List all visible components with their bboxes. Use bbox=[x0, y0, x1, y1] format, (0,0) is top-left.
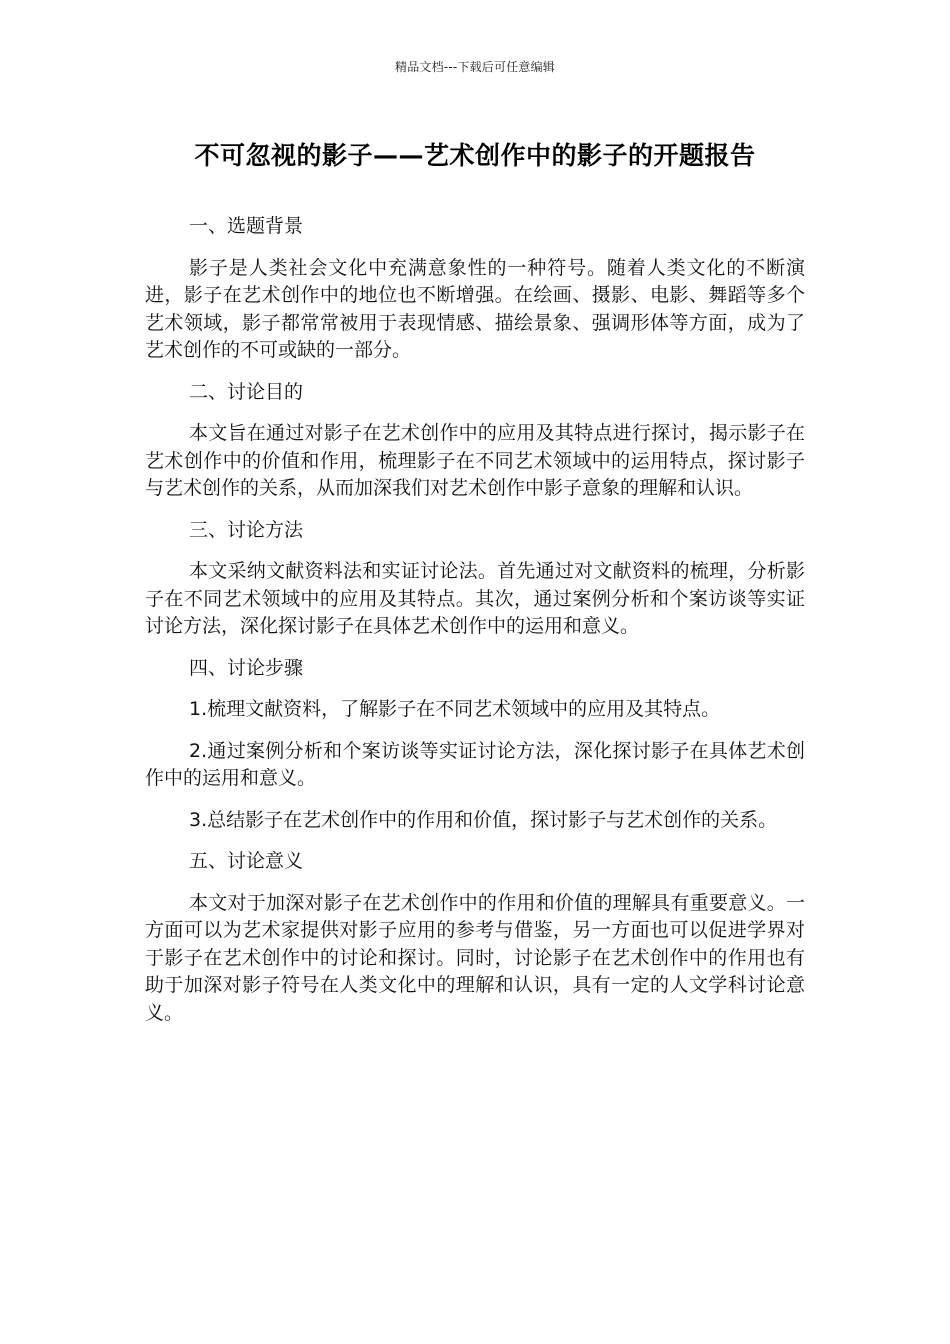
section-heading-purpose: 二、讨论目的 bbox=[189, 380, 304, 403]
document-title: 不可忽视的影子——艺术创作中的影子的开题报告 bbox=[194, 141, 756, 170]
step-item-1: 1.梳理文献资料，了解影子在不同艺术领域中的应用及其特点。 bbox=[189, 698, 721, 720]
section-heading-significance: 五、讨论意义 bbox=[189, 850, 304, 872]
document-body bbox=[145, 213, 805, 1041]
section-heading-steps: 四、讨论步骤 bbox=[189, 656, 304, 679]
step-item-2: 2.通过案例分析和个案访谈等实证讨论方法，深化探讨影子在具体艺术创作中的运用和意义。 bbox=[145, 739, 805, 789]
paragraph-method: 本文采纳文献资料法和实证讨论法。首先通过对文献资料的梳理，分析影子在不同艺术领域中的应用及其特点。其次，通过案例分析和个案访谈等实证讨论方法，深化探讨影子在具体艺术创作中的运用和意义。 bbox=[145, 560, 805, 637]
paragraph-significance: 本文对于加深对影子在艺术创作中的作用和价值的理解具有重要意义。一方面可以为艺术家提供对影子应用的参考与借鉴，另一方面也可以促进学界对于影子在艺术创作中的讨论和探讨。同时，讨论影子在艺术创作中的作用也有助于加深对影子符号在人类文化中的理解和认识，具有一定的人文学科讨论意义。 bbox=[145, 891, 805, 1024]
page-header: 精品文档---下载后可任意编辑 bbox=[395, 60, 555, 74]
paragraph-background: 影子是人类社会文化中充满意象性的一种符号。随着人类文化的不断演进，影子在艺术创作中的地位也不断增强。在绘画、摄影、电影、舞蹈等多个艺术领域，影子都常常被用于表现情感、描绘景象、强调形体等方面，成为了艺术创作的不可或缺的一部分。 bbox=[145, 256, 805, 361]
section-heading-method: 三、讨论方法 bbox=[189, 518, 304, 541]
section-heading-background: 一、选题背景 bbox=[189, 215, 304, 237]
step-item-3: 3.总结影子在艺术创作中的作用和价值，探讨影子与艺术创作的关系。 bbox=[189, 808, 778, 831]
paragraph-purpose: 本文旨在通过对影子在艺术创作中的应用及其特点进行探讨，揭示影子在艺术创作中的价值和作用，梳理影子在不同艺术领域中的运用特点，探讨影子与艺术创作的关系，从而加深我们对艺术创作中影子意象的理解和认识。 bbox=[145, 422, 805, 499]
